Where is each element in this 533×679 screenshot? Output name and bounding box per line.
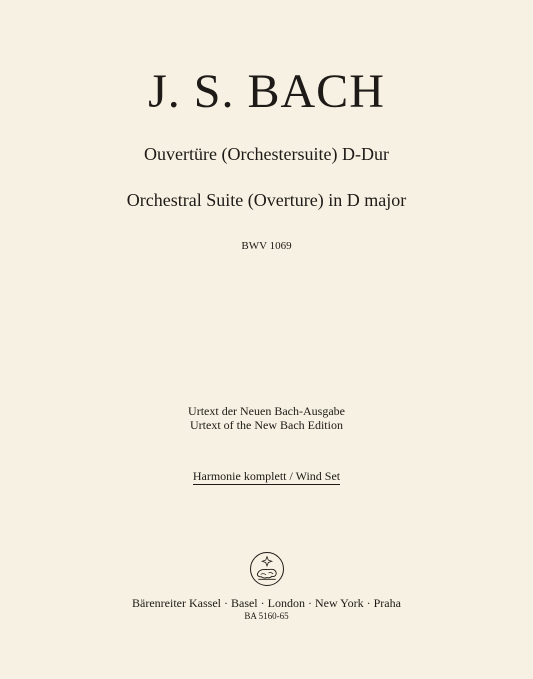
publisher-catalog-number: BA 5160-65 [244,611,289,621]
composer-name: J. S. BACH [148,65,385,118]
edition-type-label [0,469,533,485]
bwv-number: BWV 1069 [241,240,292,252]
urtext-english: Urtext of the New Bach Edition [190,418,343,432]
publisher-locations: Bärenreiter Kassel · Basel · London · New York · Praha [132,596,401,610]
title-english: Orchestral Suite (Overture) in D major [126,190,407,210]
baerenreiter-bear-logo-icon [249,551,285,587]
urtext-german: Urtext der Neuen Bach-Ausgabe [188,404,345,418]
title-german: Ouvertüre (Orchestersuite) D-Dur [144,144,389,164]
edition-type-text: Harmonie komplett / Wind Set [192,469,341,483]
